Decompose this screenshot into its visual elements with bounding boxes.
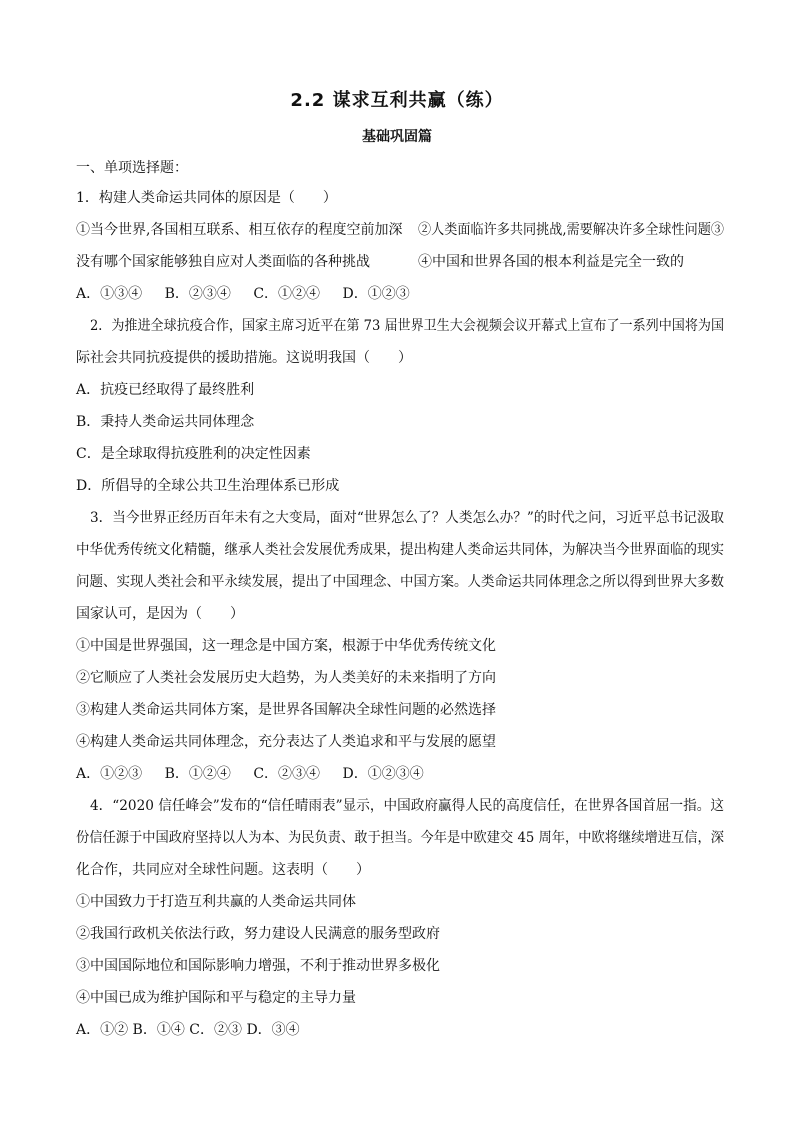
q3-options	[76, 764, 442, 784]
q1-option-a[interactable]: A．①③④	[76, 286, 143, 302]
q4-stem-line-2: 份信任源于中国政府坚持以人为本、为民负责、敢于担当。今年是中欧建交 45 周年，中欧将继续增进互信，深	[76, 830, 725, 846]
q4-stem-line-1: 4．“2020 信任峰会”发布的“信任晴雨表”显示，中国政府赢得人民的高度信任，在世界各国首屈一指。这	[90, 798, 725, 814]
q3-statement-4: ④构建人类命运共同体理念，充分表达了人类追求和平与发展的愿望	[76, 734, 496, 750]
q2-stem-line-1: 2．为推进全球抗疫合作，国家主席习近平在第 73 届世界卫生大会视频会议开幕式上宣布了一系列中国将为国	[90, 318, 725, 334]
q1-option-d[interactable]: D．①②③	[342, 286, 410, 302]
q3-stem-line-1: 3．当今世界正经历百年未有之大变局，面对“世界怎么了？人类怎么办？”的时代之问，习近平总书记汲取	[90, 510, 725, 526]
section-heading: 一、单项选择题：	[76, 160, 188, 176]
page-title: 2.2 谋求互利共赢（练）	[290, 90, 504, 111]
q4-options[interactable]: A．①② B．①④ C．②③ D．③④	[76, 1022, 300, 1038]
q2-stem-line-2: 际社会共同抗疫提供的援助措施。这说明我国（ ）	[76, 350, 412, 366]
q3-statement-2: ②它顺应了人类社会发展历史大趋势，为人类美好的未来指明了方向	[76, 670, 496, 686]
q3-option-c[interactable]: C．②③④	[253, 766, 321, 782]
q1-option-c[interactable]: C．①②④	[253, 286, 321, 302]
q1-option-b[interactable]: B．②③④	[164, 286, 231, 302]
q1-statement-4: ④中国和世界各国的根本利益是完全一致的	[418, 254, 684, 270]
q2-option-c[interactable]: C．是全球取得抗疫胜利的决定性因素	[76, 446, 311, 462]
q4-statement-4: ④中国已成为维护国际和平与稳定的主导力量	[76, 990, 356, 1006]
q1-statement-3: 没有哪个国家能够独自应对人类面临的各种挑战	[76, 254, 370, 270]
q2-option-a[interactable]: A．抗疫已经取得了最终胜利	[76, 382, 255, 398]
q4-statement-1: ①中国致力于打造互利共赢的人类命运共同体	[76, 894, 356, 910]
q3-option-a[interactable]: A．①②③	[76, 766, 143, 782]
q3-option-d[interactable]: D．①②③④	[342, 766, 424, 782]
q1-statement-1: ①当今世界,各国相互联系、相互依存的程度空前加深	[76, 222, 403, 238]
q4-stem-line-3: 化合作，共同应对全球性问题。这表明（ ）	[76, 862, 370, 878]
q3-stem-line-2: 中华优秀传统文化精髓，继承人类社会发展优秀成果，提出构建人类命运共同体，为解决当今世界面临的现实	[76, 542, 725, 558]
q3-stem-line-4: 国家认可，是因为（ ）	[76, 606, 244, 622]
q4-statement-3: ③中国国际地位和国际影响力增强，不利于推动世界多极化	[76, 958, 440, 974]
q3-statement-1: ①中国是世界强国，这一理念是中国方案，根源于中华优秀传统文化	[76, 638, 496, 654]
q3-option-b[interactable]: B．①②④	[164, 766, 231, 782]
q2-option-b[interactable]: B．秉持人类命运共同体理念	[76, 414, 255, 430]
q3-stem-line-3: 问题、实现人类社会和平永续发展，提出了中国理念、中国方案。人类命运共同体理念之所以得到世界大多数	[76, 574, 725, 590]
page-subtitle: 基础巩固篇	[362, 129, 432, 145]
q1-options	[76, 284, 428, 304]
q1-statement-2: ②人类面临许多共同挑战,需要解决许多全球性问题③	[418, 222, 724, 238]
q2-option-d[interactable]: D．所倡导的全球公共卫生治理体系已形成	[76, 478, 340, 494]
q3-statement-3: ③构建人类命运共同体方案，是世界各国解决全球性问题的必然选择	[76, 702, 496, 718]
q1-stem: 1．构建人类命运共同体的原因是（ ）	[76, 190, 337, 206]
q4-statement-2: ②我国行政机关依法行政，努力建设人民满意的服务型政府	[76, 926, 440, 942]
